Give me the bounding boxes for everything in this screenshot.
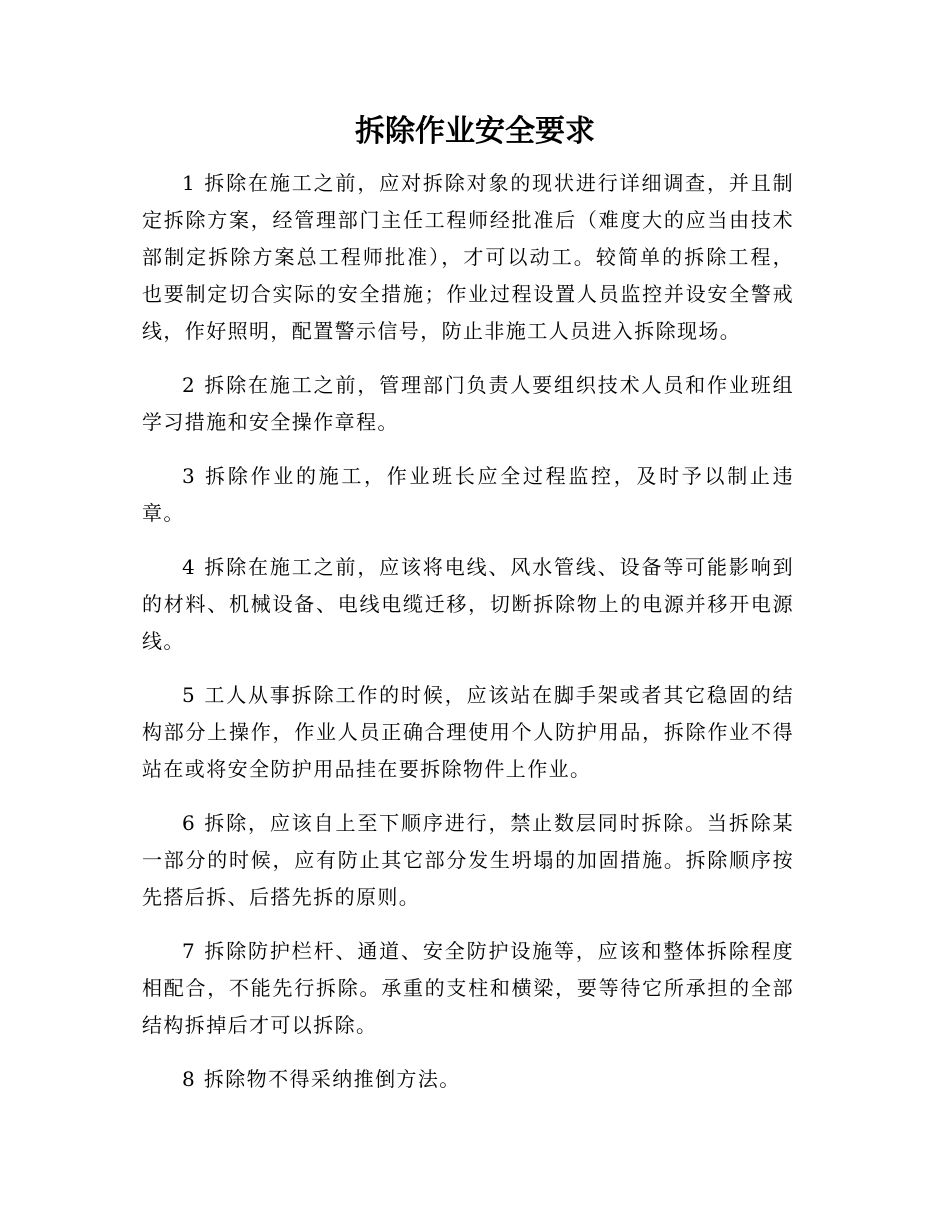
paragraph-6: 6 拆除，应该自上至下顺序进行，禁止数层同时拆除。当拆除某一部分的时候，应有防止其它部分发生坍塌的加固措施。拆除顺序按先搭后拆、后搭先拆的原则。 bbox=[142, 811, 794, 909]
paragraph-2: 2 拆除在施工之前，管理部门负责人要组织技术人员和作业班组学习措施和安全操作章程。 bbox=[142, 373, 794, 434]
paragraph-4: 4 拆除在施工之前，应该将电线、风水管线、设备等可能影响到的材料、机械设备、电线电缆迁移，切断拆除物上的电源并移开电源线。 bbox=[142, 555, 794, 653]
paragraph-5: 5 工人从事拆除工作的时候，应该站在脚手架或者其它稳固的结构部分上操作，作业人员正确合理使用个人防护用品，拆除作业不得站在或将安全防护用品挂在要拆除物件上作业。 bbox=[142, 683, 794, 781]
paragraph-8: 8 拆除物不得采纳推倒方法。 bbox=[182, 1067, 461, 1091]
paragraph-3: 3 拆除作业的施工，作业班长应全过程监控，及时予以制止违章。 bbox=[142, 464, 794, 525]
paragraph-7: 7 拆除防护栏杆、通道、安全防护设施等，应该和整体拆除程度相配合，不能先行拆除。承重的支柱和横梁，要等待它所承担的全部结构拆掉后才可以拆除。 bbox=[142, 939, 794, 1037]
document-body bbox=[142, 165, 794, 1115]
document-title: 拆除作业安全要求 bbox=[355, 114, 595, 149]
paragraph-1: 1 拆除在施工之前，应对拆除对象的现状进行详细调查，并且制定拆除方案，经管理部门主任工程师经批准后（难度大的应当由技术部制定拆除方案总工程师批准），才可以动工。较简单的拆除工程，也要制定切合实际的安全措施；作业过程设置人员监控并设安全警戒线，作好照明，配置警示信号，防止非施工人员进入拆除现场。 bbox=[142, 171, 794, 343]
